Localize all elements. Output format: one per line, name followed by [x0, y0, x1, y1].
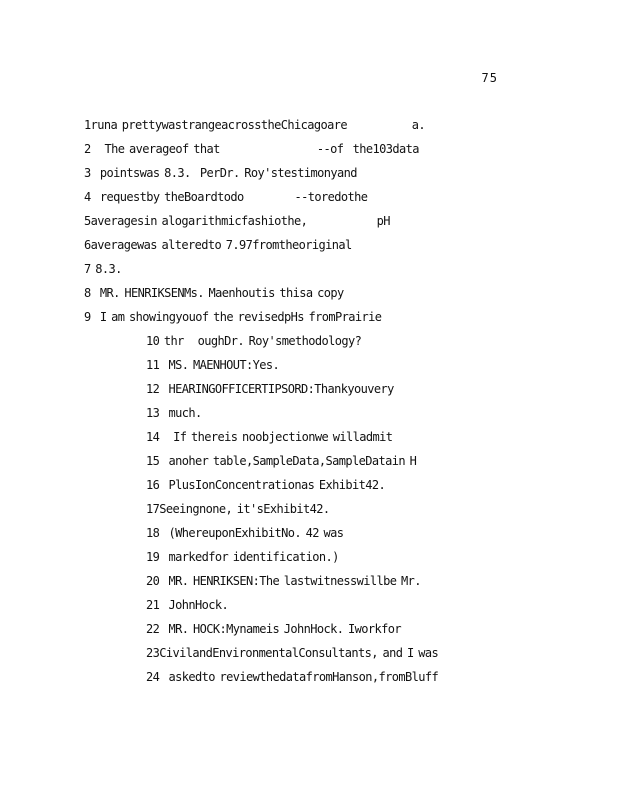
transcript-line: 17Seeingnone, it'sExhibit42. — [146, 502, 330, 516]
transcript-line: 24 askedto reviewthedatafromHanson,fromBluff — [146, 670, 439, 684]
transcript-line: 15 anoher table,SampleData,SampleDatain H — [146, 454, 417, 468]
transcript-line: 18 (WhereuponExhibitNo. 42 was — [146, 526, 344, 540]
transcript-line: 10 thr oughDr. Roy'smethodology? — [146, 334, 362, 348]
transcript-line: 11 MS. MAENHOUT:Yes. — [146, 358, 280, 372]
transcript-line: 1runa prettywastrangeacrosstheChicagoare a. — [84, 118, 425, 132]
transcript-line: 9 I am showingyouof the revisedpHs fromPrairie — [84, 310, 382, 324]
transcript-line: 8 MR. HENRIKSENMs. Maenhoutis thisa copy — [84, 286, 344, 300]
transcript-line: 6averagewas alteredto 7.97fromtheoriginal — [84, 238, 352, 252]
transcript-line: 4 requestby theBoardtodo --toredothe — [84, 190, 368, 204]
transcript-line: 5averagesin alogarithmicfashiothe, pH — [84, 214, 390, 228]
transcript-line: 19 markedfor identification.) — [146, 550, 339, 564]
transcript-line: 23CivilandEnvironmentalConsultants, and I was — [146, 646, 439, 660]
transcript-line: 12 HEARINGOFFICERTIPSORD:Thankyouvery — [146, 382, 394, 396]
transcript-line: 14 If thereis noobjectionwe willadmit — [146, 430, 393, 444]
transcript-line: 3 pointswas 8.3. PerDr. Roy'stestimonyand — [84, 166, 357, 180]
transcript-line: 22 MR. HOCK:Mynameis JohnHock. Iworkfor — [146, 622, 401, 636]
transcript-line: 7 8.3. — [84, 262, 122, 276]
transcript-line: 21 JohnHock. — [146, 598, 229, 612]
transcript-line: 16 PlusIonConcentrationas Exhibit42. — [146, 478, 386, 492]
transcript-line: 13 much. — [146, 406, 202, 420]
page-number: 75 — [481, 71, 498, 85]
transcript-line: 2 The averageof that --of the103data — [84, 142, 419, 156]
transcript-line: 20 MR. HENRIKSEN:The lastwitnesswillbe Mr. — [146, 574, 421, 588]
